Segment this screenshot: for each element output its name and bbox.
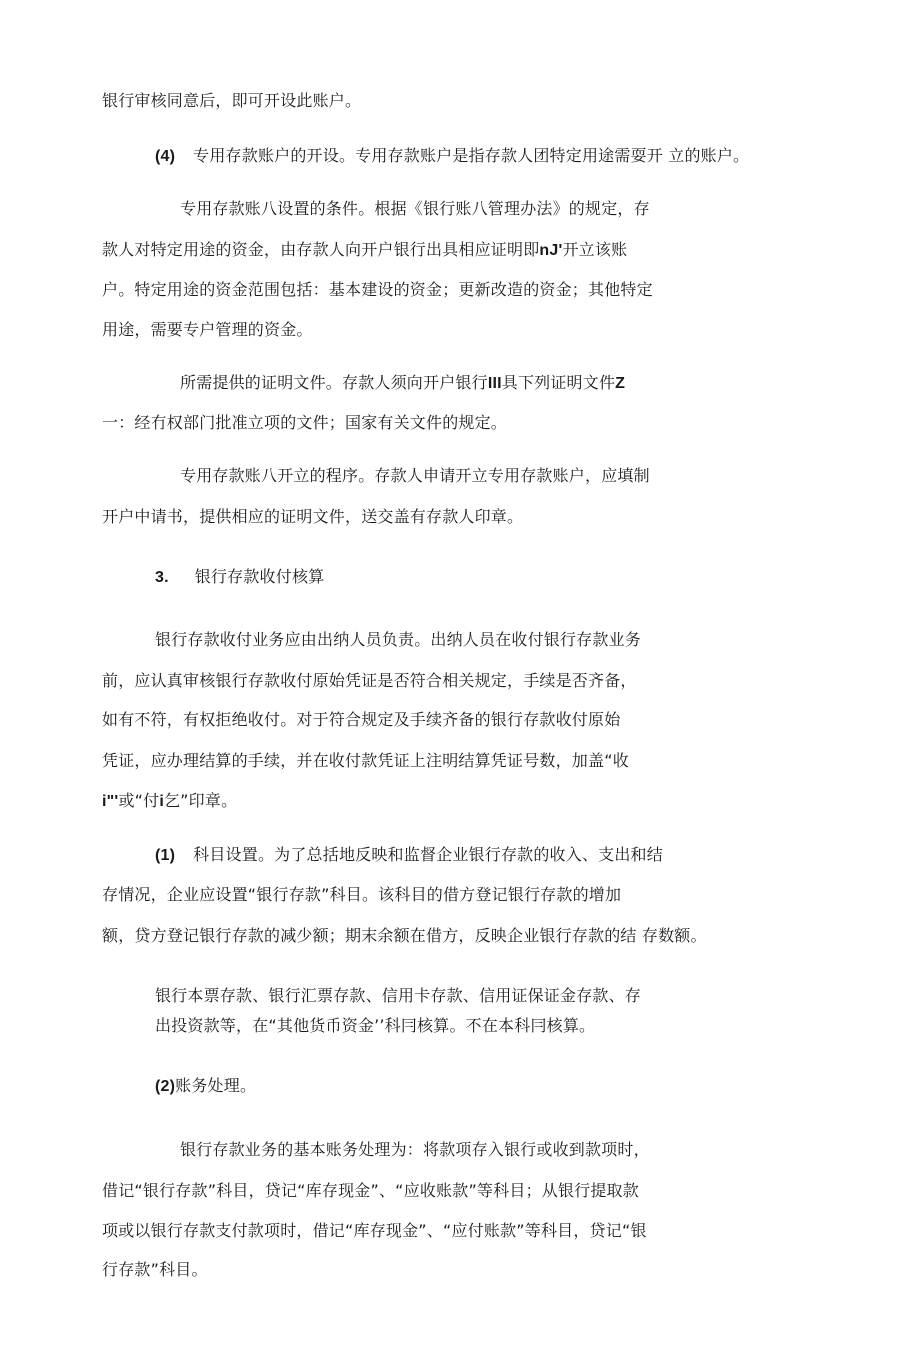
text: 银行审核同意后，即可开设此账户。 <box>102 91 362 110</box>
text: 一：经冇权部门批准立项的文件；国家有关文件的规定。 <box>102 413 508 432</box>
paragraph-line <box>155 1015 595 1037</box>
text: 额，贷方登记银行存款的减少额；期末余额在借方，反映企业银行存款的结 存数额。 <box>102 926 707 945</box>
paragraph-line <box>102 1180 639 1202</box>
section-number: (4) <box>155 148 176 165</box>
paragraph-line <box>102 1259 208 1281</box>
section-heading-2 <box>155 1075 256 1098</box>
paragraph-line <box>180 372 625 395</box>
text: 乞”印章。 <box>163 791 238 810</box>
section-text: 账务处理。 <box>175 1076 257 1095</box>
paragraph-line <box>102 412 507 434</box>
paragraph-line <box>155 629 641 651</box>
section-heading-3 <box>155 566 324 589</box>
text: 开户中请书，提供相应的证明文件，送交盖有存款人印章。 <box>102 507 524 526</box>
paragraph-line <box>180 1139 650 1161</box>
paragraph-line <box>180 198 650 220</box>
text: 具下列证明文件 <box>501 373 616 392</box>
ocr-fragment: Z <box>615 375 626 392</box>
paragraph-line <box>102 1220 647 1242</box>
section-number: 3. <box>155 569 169 586</box>
paragraph-line <box>102 750 629 772</box>
text: 存情况，企业应设置“银行存款”科目。该科目的借方登记银行存款的增加 <box>102 885 622 904</box>
section-heading-1 <box>155 844 663 867</box>
paragraph-line <box>102 884 621 906</box>
text: 凭证，应办理结算的手续，并在收付款凭证上注明结算凭证号数，加盖“收 <box>102 751 629 770</box>
text: 如有不符，有权拒绝收付。对于符合规定及手续齐备的银行存款收付原始 <box>102 710 621 729</box>
paragraph-line <box>155 985 641 1007</box>
text: 银行存款收付业务应由出纳人员负责。出纳人员在收付银行存款业务 <box>155 630 642 649</box>
text: 银行存款业务的基本账务处理为：将款项存入银行或收到款项时， <box>180 1140 650 1159</box>
section-text: 专用存款账户的开设。专用存款账户是指存款人团特定用途需耍开 立的账户。 <box>193 146 750 165</box>
section-text: 银行存款收付核算 <box>194 567 325 586</box>
paragraph-line <box>102 239 627 262</box>
paragraph-line <box>102 319 313 341</box>
text: 或“付 <box>118 791 160 810</box>
paragraph-line <box>102 506 523 528</box>
text: 户。特定用途的资金范围包括：基本建设的资金；更新改造的资金；其他特定 <box>102 280 653 299</box>
paragraph-line <box>102 670 637 692</box>
text: 所需提供的证明文件。存款人须向开户银行 <box>180 373 488 392</box>
ocr-fragment: i"' <box>102 793 119 810</box>
text: 行存款”科目。 <box>102 1260 208 1279</box>
ocr-fragment: i <box>159 793 164 810</box>
text: 前，应认真审核银行存款收付原始凭证是否符合相关规定，手续是否齐备， <box>102 671 637 690</box>
text: 项或以银行存款支付款项时，借记“库存现金”、“应付账款”等科目，贷记“银 <box>102 1221 647 1240</box>
paragraph-line <box>102 90 361 112</box>
section-number: (2) <box>155 1078 176 1095</box>
paragraph-line <box>102 709 620 731</box>
paragraph-line <box>102 279 653 301</box>
ocr-fragment: nJ' <box>539 242 563 259</box>
text: 出投资款等，在“其他货币资金’’科冃核算。不在本科冃核算。 <box>155 1016 596 1035</box>
text: 借记“银行存款”科目，贷记“库存现金”、“应收账款”等科目；从银行提取款 <box>102 1181 639 1200</box>
text: 银行本票存款、银行汇票存款、信用卡存款、信用证保证金存款、存 <box>155 986 642 1005</box>
text: 开立该账 <box>562 240 628 259</box>
paragraph-line <box>102 790 237 813</box>
section-heading-4 <box>155 145 749 168</box>
section-text: 科目设置。为了总括地反映和监督企业银行存款的收入、支出和结 <box>193 845 663 864</box>
text: 用途，需要专户管理的资金。 <box>102 320 313 339</box>
section-number: (1) <box>155 847 176 864</box>
text: 专用存款账八开立的程序。存款人申请开立专用存款账户，应填制 <box>180 466 650 485</box>
text: 款人对特定用途的资金，由存款人向开户银行出具相应证明即 <box>102 240 540 259</box>
ocr-fragment: III <box>487 375 502 392</box>
paragraph-line <box>102 925 707 947</box>
text: 专用存款账八设置的条件。根据《银行账八管理办法》的规定，存 <box>180 199 650 218</box>
paragraph-line <box>180 465 650 487</box>
